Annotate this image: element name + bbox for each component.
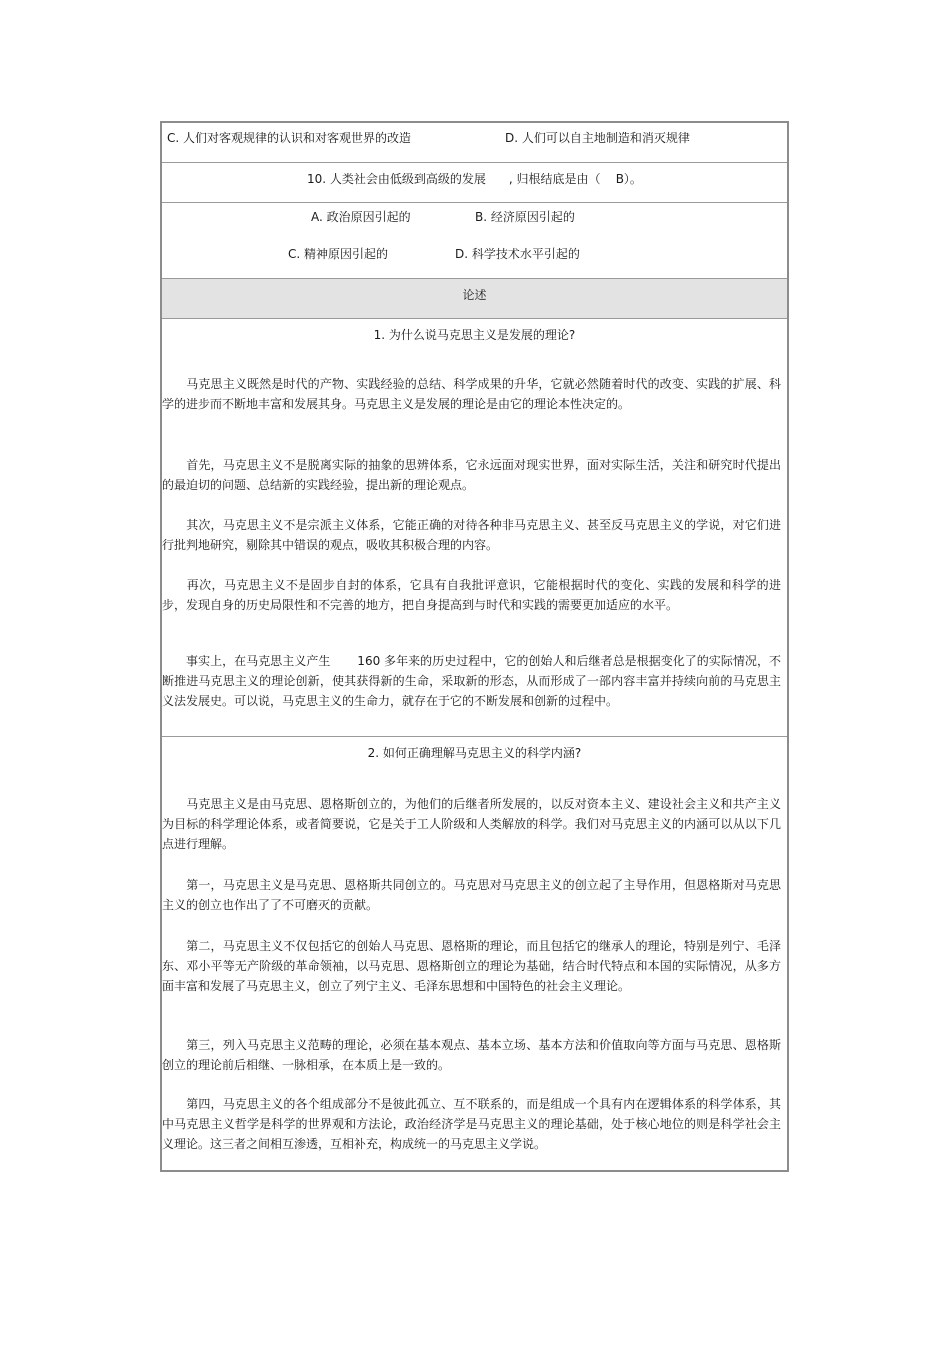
- essay1-paragraph-1: 马克思主义既然是时代的产物、实践经验的总结、科学成果的升华，它就必然随着时代的改变、实践的扩展、科学的进步而不断地丰富和发展其身。马克思主义是发展的理论是由它的理论本性决定的。: [162, 377, 781, 411]
- q10-option-c: C. 精神原因引起的: [288, 247, 389, 261]
- essay2-paragraph-2: 第一，马克思主义是马克思、恩格斯共同创立的。马克思对马克思主义的创立起了主导作用，但恩格斯对马克思主义的创立也作出了了不可磨灭的贡献。: [162, 878, 781, 912]
- essay2-paragraph-4: 第三，列入马克思主义范畴的理论，必须在基本观点、基本立场、基本方法和价值取向等方面与马克思、恩格斯创立的理论前后相继、一脉相承，在本质上是一致的。: [162, 1038, 781, 1072]
- essay2-paragraph-5: 第四，马克思主义的各个组成部分不是彼此孤立、互不联系的，而是组成一个具有内在逻辑体系的科学体系，其中马克思主义哲学是科学的世界观和方法论，政治经济学是马克思主义的理论基础，处于核心地位的则是科学社会主义理论。这三者之间相互渗透，互相补充，构成统一的马克思主义学说。: [162, 1097, 781, 1151]
- essay2-paragraph-3: 第二，马克思主义不仅包括它的创始人马克思、恩格斯的理论，而且包括它的继承人的理论，特别是列宁、毛泽东、邓小平等无产阶级的革命领袖，以马克思、恩格斯创立的理论为基础，结合时代特点和本国的实际情况，从多方面丰富和发展了马克思主义，创立了列宁主义、毛泽东思想和中国特色的社会主义理论。: [162, 939, 781, 993]
- essay2-paragraph-1: 马克思主义是由马克思、恩格斯创立的，为他们的后继者所发展的，以反对资本主义、建设社会主义和共产主义为目标的科学理论体系，或者简要说，它是关于工人阶级和人类解放的科学。我们对马克思主义的内涵可以从以下几点进行理解。: [162, 797, 781, 851]
- q9-option-d: D. 人们可以自主地制造和消灭规律: [505, 131, 690, 145]
- essay1-question: 1. 为什么说马克思主义是发展的理论?: [373, 328, 576, 342]
- q9-options-row: [162, 123, 787, 163]
- q10-options-row: [162, 203, 787, 279]
- q10-option-a: A. 政治原因引起的: [311, 210, 411, 224]
- q9-option-c: C. 人们对客观规律的认识和对客观世界的改造: [167, 131, 412, 145]
- essay2-row: [162, 737, 787, 1172]
- essay1-paragraph-4: 再次，马克思主义不是固步自封的体系，它具有自我批评意识，它能根据时代的变化、实践的发展和科学的进步，发现自身的历史局限性和不完善的地方，把自身提高到与时代和实践的需要更加适应的水平。: [162, 578, 781, 612]
- essay1-paragraph-3: 其次，马克思主义不是宗派主义体系，它能正确的对待各种非马克思主义、甚至反马克思主义的学说，对它们进行批判地研究，剔除其中错误的观点，吸收其积极合理的内容。: [162, 518, 781, 552]
- q10-stem: 10. 人类社会由低级到高级的发展 , 归根结底是由（ B）。: [307, 172, 642, 186]
- essay1-paragraph-2: 首先，马克思主义不是脱离实际的抽象的思辨体系，它永远面对现实世界，面对实际生活，关注和研究时代提出的最迫切的问题、总结新的实践经验，提出新的理论观点。: [162, 458, 781, 492]
- essay1-row: [162, 319, 787, 737]
- q10-option-d: D. 科学技术水平引起的: [455, 247, 580, 261]
- section-header-row: [162, 279, 787, 319]
- q10-stem-row: [162, 163, 787, 203]
- essay2-question: 2. 如何正确理解马克思主义的科学内涵?: [367, 746, 582, 760]
- q10-option-b: B. 经济原因引起的: [475, 210, 575, 224]
- exam-table: [160, 121, 789, 1172]
- essay1-paragraph-5: 事实上，在马克思主义产生 160 多年来的历史过程中，它的创始人和后继者总是根据变化了的实际情况，不断推进马克思主义的理论创新，使其获得新的生命，采取新的形态，从而形成了一部内容丰富并持续向前的马克思主义法发展史。可以说，马克思主义的生命力，就存在于它的不断发展和创新的过程中。: [162, 654, 781, 708]
- section-title: 论述: [462, 288, 487, 302]
